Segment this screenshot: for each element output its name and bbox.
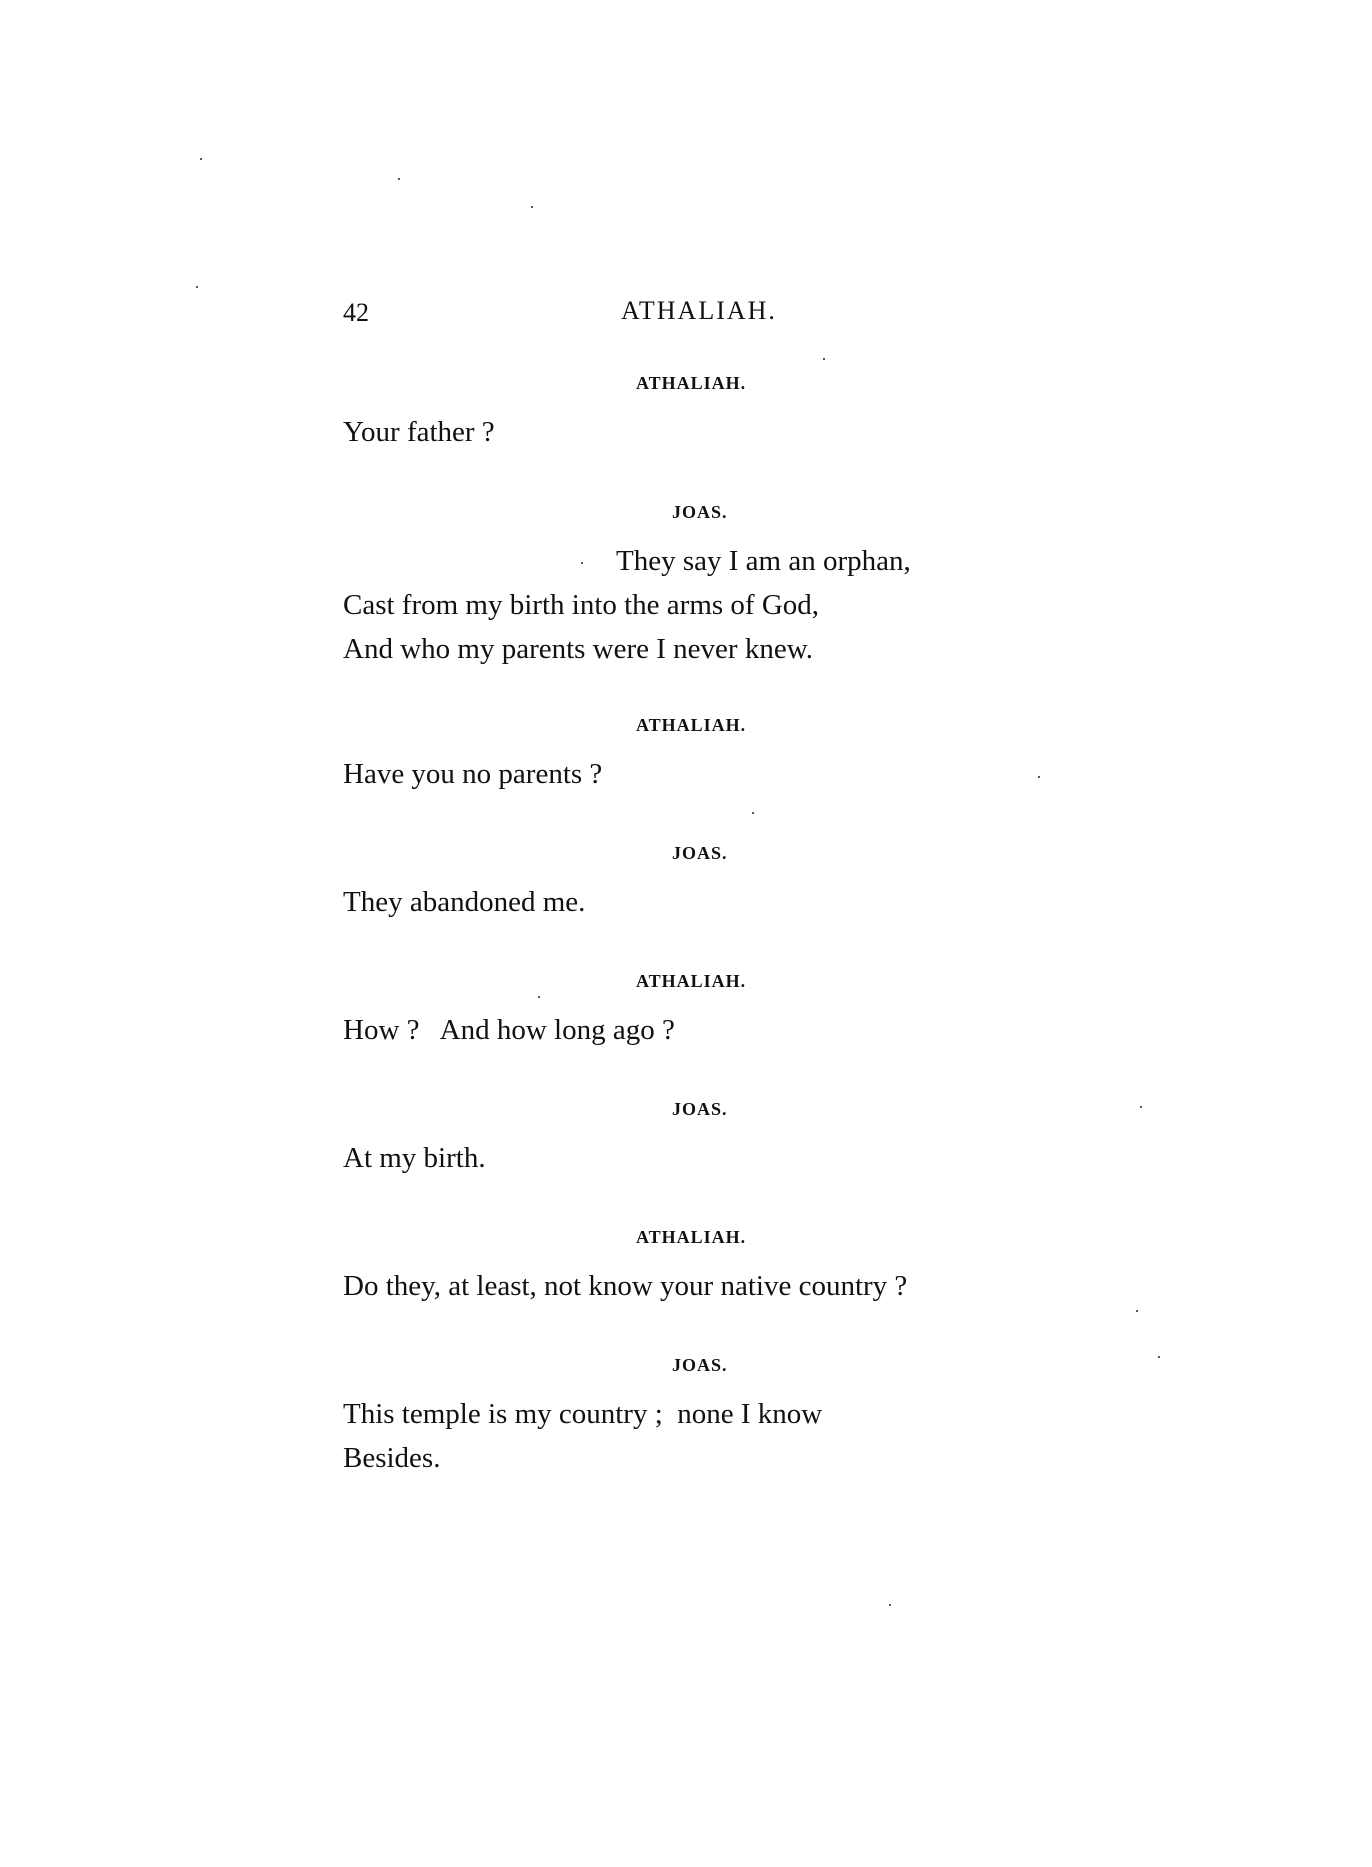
speaker-name: JOAS. <box>672 502 728 522</box>
running-title: ATHALIAH. <box>621 296 777 325</box>
scan-speck <box>1136 1310 1138 1312</box>
verse-line: Do they, at least, not know your native country ? <box>343 1270 908 1302</box>
verse-line: Cast from my birth into the arms of God, <box>343 589 820 621</box>
scan-speck <box>538 996 540 998</box>
speaker-name: JOAS. <box>672 843 728 863</box>
speaker-name: ATHALIAH. <box>636 715 747 735</box>
verse-line: They abandoned me. <box>343 886 586 918</box>
verse-line: They say I am an orphan, <box>616 545 911 577</box>
scan-speck <box>531 206 533 208</box>
page-number: 42 <box>343 298 369 327</box>
scan-speck <box>752 812 754 814</box>
scan-speck <box>1038 776 1040 778</box>
verse-line: This temple is my country ; none I know <box>343 1398 823 1430</box>
scan-speck <box>1140 1106 1142 1108</box>
speaker-name: ATHALIAH. <box>636 971 747 991</box>
verse-line: How ? And how long ago ? <box>343 1014 675 1046</box>
verse-line: Besides. <box>343 1442 441 1474</box>
verse-line: Your father ? <box>343 416 495 448</box>
verse-line: At my birth. <box>343 1142 486 1174</box>
speaker-name: JOAS. <box>672 1099 728 1119</box>
speaker-name: ATHALIAH. <box>636 373 747 393</box>
scan-speck <box>581 562 583 564</box>
scan-speck <box>398 178 400 180</box>
speaker-name: JOAS. <box>672 1355 728 1375</box>
verse-line: And who my parents were I never knew. <box>343 633 814 665</box>
scan-speck <box>1158 1356 1160 1358</box>
scan-speck <box>200 158 202 160</box>
verse-line: Have you no parents ? <box>343 758 603 790</box>
scan-speck <box>889 1604 891 1606</box>
speaker-name: ATHALIAH. <box>636 1227 747 1247</box>
scan-speck <box>196 286 198 288</box>
scan-speck <box>823 358 825 360</box>
